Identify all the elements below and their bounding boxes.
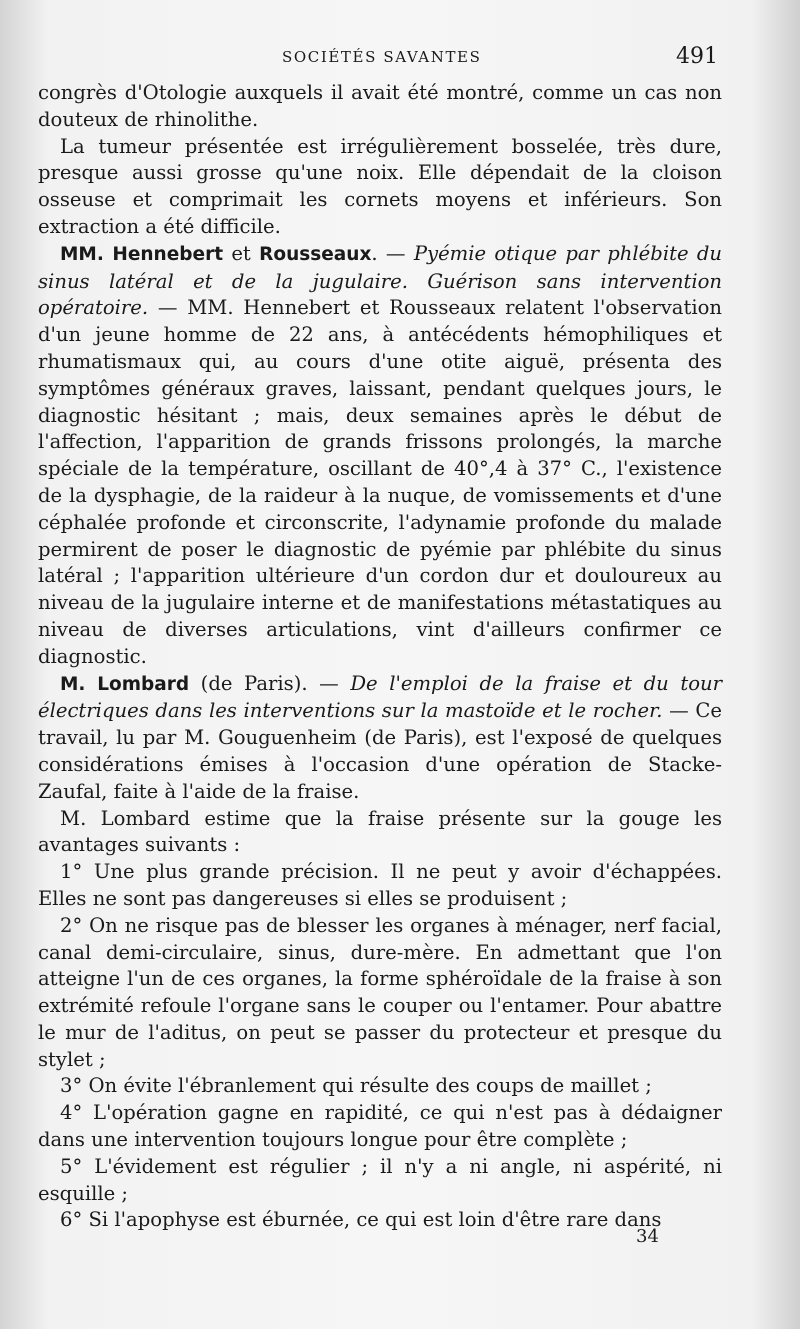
- author-affiliation: (de Paris). —: [189, 671, 351, 695]
- page-number: 491: [676, 44, 718, 69]
- author-rousseaux: Rousseaux: [259, 243, 372, 265]
- body-text: [38, 80, 722, 1234]
- paragraph-tumour: La tumeur présentée est irrégulièrement bosselée, très dure, presque aussi grosse qu'une noix. Elle dépendait de la cloison osseuse et comprimait les cornets moyens et inférieurs. Son extraction a été difficile.: [38, 134, 722, 238]
- list-item: 3° On évite l'ébranlement qui résulte des coups de maillet ;: [60, 1074, 652, 1098]
- running-title: SOCIÉTÉS SAVANTES: [282, 48, 482, 66]
- author-hennebert: Hennebert: [112, 243, 224, 265]
- list-item: 5° L'évidement est régulier ; il n'y a ni angle, ni aspérité, ni esquille ;: [38, 1154, 722, 1205]
- communication-title: Pyémie otique par phlébite du sinus latéral et de la jugulaire. Guérison sans intervention opératoire.: [38, 241, 723, 320]
- paragraph-lombard: [38, 671, 722, 806]
- signature-mark: 34: [636, 1226, 659, 1247]
- communication-text: — Ce travail, lu par M. Gouguenheim (de Paris), est l'exposé de quelques considérations émises à l'occasion d'une opération de Stacke-Zaufal, faite à l'aide de la fraise.: [38, 699, 722, 803]
- paragraph-hennebert-rousseaux: [38, 241, 722, 671]
- paragraph-rhinolith-end: congrès d'Otologie auxquels il avait été montré, comme un cas non douteux de rhinolithe.: [38, 81, 722, 131]
- list-item: 4° L'opération gagne en rapidité, ce qui n'est pas à dédaigner dans une intervention toujours longue pour être complète ;: [38, 1101, 722, 1152]
- list-item: 6° Si l'apophyse est éburnée, ce qui est loin d'être rare dans: [60, 1208, 662, 1232]
- authors-joiner: et: [223, 241, 260, 265]
- author-prefix: M.: [60, 673, 98, 695]
- list-item: 1° Une plus grande précision. Il ne peut y avoir d'échappées. Elles ne sont pas dangereuses si elles se produisent ;: [38, 860, 722, 910]
- authors-prefix: MM.: [60, 243, 113, 265]
- communication-title: De l'emploi de la fraise et du tour électriques dans les interventions sur la mastoïde et le rocher.: [38, 671, 722, 723]
- communication-text: — MM. Hennebert et Rousseaux relatent l'observation d'un jeune homme de 22 ans, à antécédents hémophiliques et rhumatismaux qui, au cours d'une otite aiguë, présenta des symptômes généraux graves, laissant, pendant quelques jours, le diagnostic hésitant ; mais, deux semaines après le début de l'affection, l'apparition de grands frissons prolongés, la marche spéciale de la température, oscillant de 40°,4 à 37° C., l'existence de la dysphagie, de la raideur à la nuque, de vomissements et d'une céphalée profonde et circonscrite, l'adynamie profonde du malade permirent de poser le diagnostic de pyémie par phlébite du sinus latéral ; l'apparition ultérieure d'un cordon dur et douloureux au niveau de la jugulaire interne et de manifestations métastatiques au niveau de diverses articulations, vint d'ailleurs confirmer ce diagnostic.: [38, 296, 722, 668]
- author-lombard: Lombard: [97, 673, 190, 695]
- title-dash: . —: [371, 241, 414, 265]
- page-header: [0, 44, 800, 74]
- list-item: 2° On ne risque pas de blesser les organes à ménager, nerf facial, canal demi-circulaire, sinus, dure-mère. En admettant que l'on atteigne l'un de ces organes, la forme sphéroïdale de la fraise à son extrémité refoule l'organe sans le couper ou l'entamer. Pour abattre le mur de l'aditus, on peut se passer du protecteur et presque du stylet ;: [38, 913, 722, 1071]
- paragraph-advantages-intro: M. Lombard estime que la fraise présente sur la gouge les avantages suivants :: [38, 806, 722, 857]
